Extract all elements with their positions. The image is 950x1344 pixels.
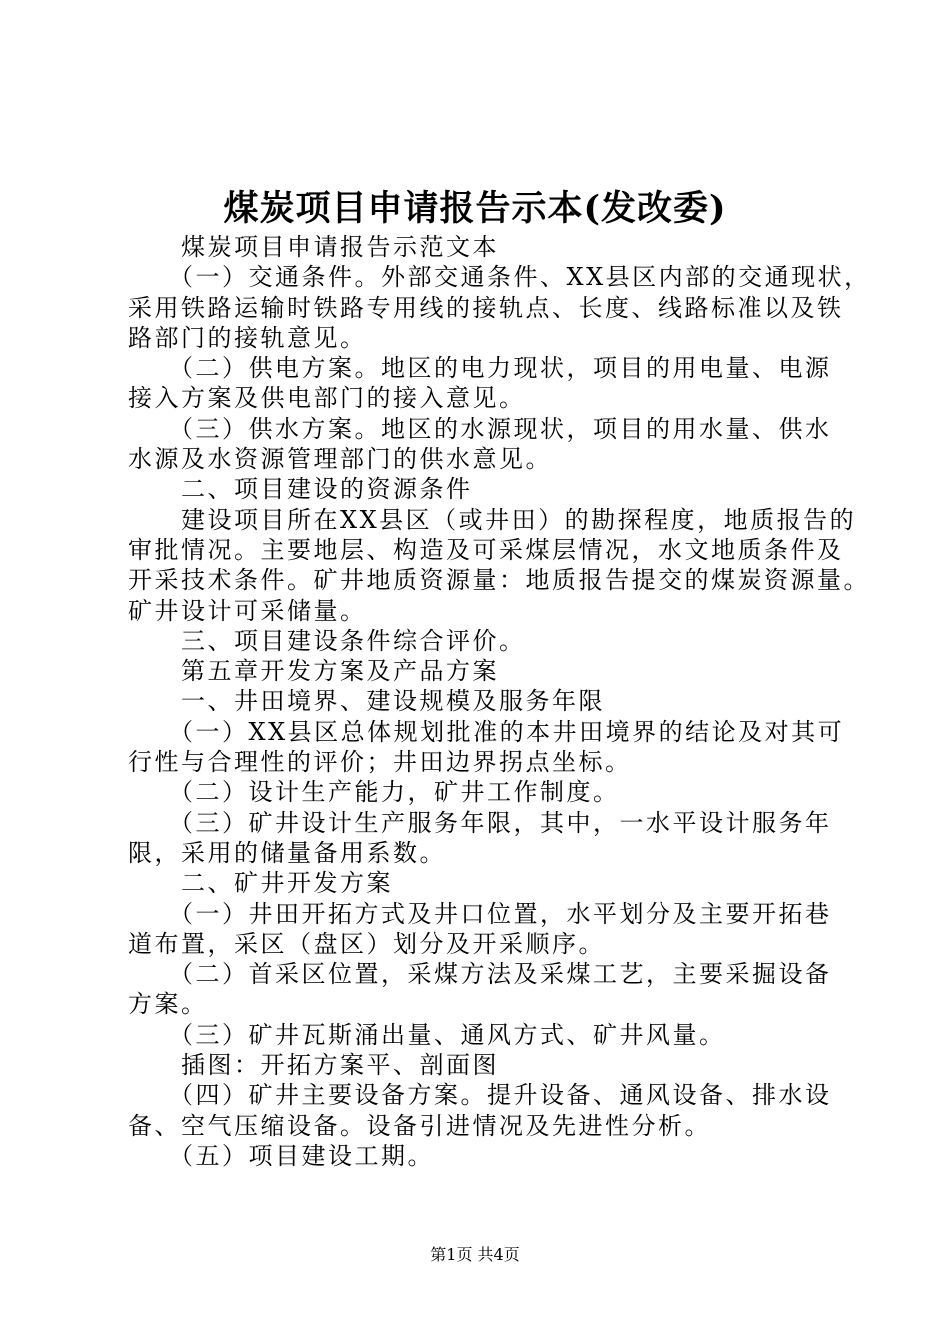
- section-heading: 三、项目建设条件综合评价。: [128, 626, 526, 655]
- paragraph-line: （一）井田开拓方式及井口位置，水平划分及主要开拓巷: [128, 899, 832, 928]
- paragraph-line: 建设项目所在XX县区（或井田）的勘探程度，地质报告的: [128, 505, 857, 534]
- paragraph-line: 采用铁路运输时铁路专用线的接轨点、长度、线路标准以及铁: [128, 293, 844, 322]
- document-title: 煤炭项目申请报告示本(发改委): [223, 188, 727, 229]
- paragraph-line: （一）XX县区总体规划批准的本井田境界的结论及对其可: [128, 717, 845, 746]
- paragraph-line: （一）交通条件。外部交通条件、XX县区内部的交通现状，: [128, 263, 871, 292]
- paragraph-line: 审批情况。主要地层、构造及可采煤层情况，水文地质条件及: [128, 535, 844, 564]
- paragraph-line: 接入方案及供电部门的接入意见。: [128, 384, 526, 413]
- chapter-heading: 第五章开发方案及产品方案: [128, 657, 499, 686]
- paragraph-line: （五）项目建设工期。: [128, 1141, 434, 1170]
- paragraph-line: 限，采用的储量备用系数。: [128, 838, 446, 867]
- section-heading: 二、项目建设的资源条件: [128, 475, 473, 504]
- paragraph-line: 开采技术条件。矿井地质资源量：地质报告提交的煤炭资源量。: [128, 566, 870, 595]
- paragraph-line: 备、空气压缩设备。设备引进情况及先进性分析。: [128, 1111, 711, 1140]
- document-body: [128, 232, 871, 1171]
- paragraph-line: 路部门的接轨意见。: [128, 323, 367, 352]
- section-heading: 一、井田境界、建设规模及服务年限: [128, 687, 605, 716]
- section-heading: 二、矿井开发方案: [128, 869, 393, 898]
- paragraph-line: 行性与合理性的评价；井田边界拐点坐标。: [128, 748, 632, 777]
- paragraph-line: （三）供水方案。地区的水源现状，项目的用水量、供水: [128, 414, 832, 443]
- paragraph-line: （三）矿井瓦斯涌出量、通风方式、矿井风量。: [128, 1020, 726, 1049]
- paragraph-line: 方案。: [128, 990, 208, 1019]
- paragraph-line: 煤炭项目申请报告示范文本: [128, 233, 499, 261]
- paragraph-line: （三）矿井设计生产服务年限，其中，一水平设计服务年: [128, 808, 832, 837]
- paragraph-line: 插图：开拓方案平、剖面图: [128, 1051, 499, 1080]
- page-number-footer: 第1页 共4页: [430, 1245, 520, 1264]
- paragraph-line: （二）供电方案。地区的电力现状，项目的用电量、电源: [128, 354, 832, 383]
- paragraph-line: （二）设计生产能力，矿井工作制度。: [128, 778, 620, 807]
- paragraph-line: 水源及水资源管理部门的供水意见。: [128, 445, 552, 474]
- paragraph-line: 矿井设计可采储量。: [128, 596, 367, 625]
- paragraph-line: （二）首采区位置，采煤方法及采煤工艺，主要采掘设备: [128, 960, 832, 989]
- paragraph-line: 道布置，采区（盘区）划分及开采顺序。: [128, 929, 605, 958]
- paragraph-line: （四）矿井主要设备方案。提升设备、通风设备、排水设: [128, 1081, 832, 1110]
